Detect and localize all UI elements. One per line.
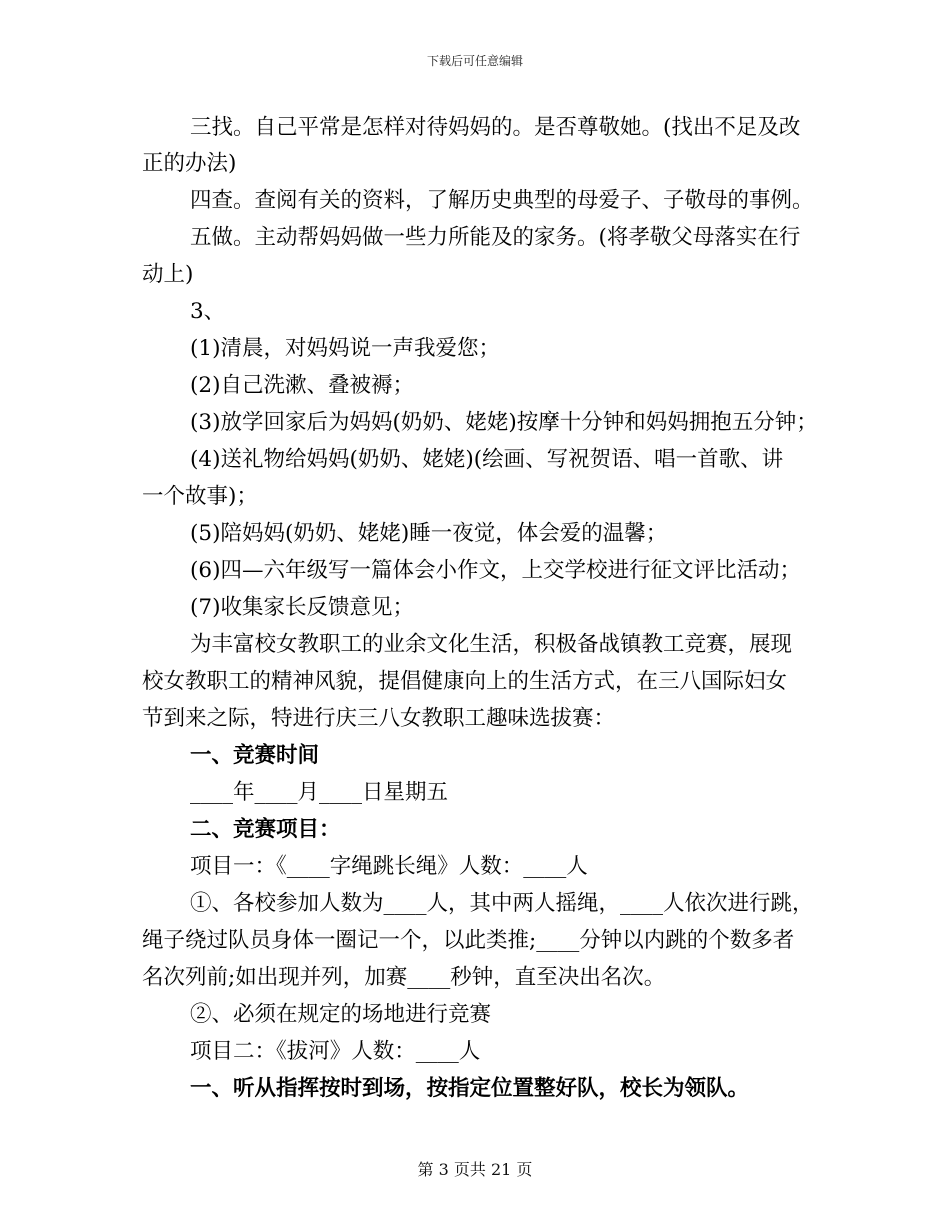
text-line: 项目二：《拔河》人数：____人 — [190, 1039, 481, 1064]
list-item: (3)放学回家后为妈妈(奶奶、姥姥)按摩十分钟和妈妈拥抱五分钟； — [190, 410, 818, 435]
text-line: ①、各校参加人数为____人，其中两人摇绳，____人依次进行跳， — [190, 891, 814, 916]
text-line: 五做。主动帮妈妈做一些力所能及的家务。(将孝敬父母落实在行 — [190, 225, 801, 250]
list-item: (7)收集家长反馈意见； — [190, 595, 414, 620]
page-footer: 第 3 页共 21 页 — [417, 1160, 533, 1179]
text-line: 正的办法) — [142, 151, 237, 176]
text-line: 绳子绕过队员身体一圈记一个，以此类推;____分钟以内跳的个数多者 — [142, 928, 795, 953]
text-line: 为丰富校女教职工的业余文化生活，积极备战镇教工竞赛，展现 — [190, 632, 793, 657]
list-item: (1)清晨，对妈妈说一声我爱您； — [190, 336, 500, 361]
text-line: ②、必须在规定的场地进行竞赛 — [190, 1002, 492, 1027]
list-item: (6)四—六年级写一篇体会小作文，上交学校进行征文评比活动； — [190, 558, 801, 583]
text-line: 三找。自己平常是怎样对待妈妈的。是否尊敬她。(找出不足及改 — [190, 115, 801, 140]
text-line: 节到来之际，特进行庆三八女教职工趣味选拔赛： — [142, 706, 616, 731]
text-line: 四查。查阅有关的资料，了解历史典型的母爱子、子敬母的事例。 — [190, 188, 814, 213]
section-heading: 二、竞赛项目： — [190, 817, 341, 842]
text-line: 项目一：《____字绳跳长绳》人数：____人 — [190, 854, 588, 879]
section-heading: 一、听从指挥按时到场，按指定位置整好队，校长为领队。 — [190, 1076, 750, 1101]
page-header: 下载后可任意编辑 — [426, 54, 523, 68]
section-heading: 一、竞赛时间 — [190, 743, 320, 768]
text-line: 校女教职工的精神风貌，提倡健康向上的生活方式，在三八国际妇女 — [142, 669, 788, 694]
list-item: (2)自己洗漱、叠被褥； — [190, 373, 414, 398]
text-line: 动上) — [142, 262, 194, 287]
text-line: 3、 — [190, 299, 226, 324]
text-line: ____年____月____日星期五 — [190, 780, 449, 805]
text-line: 名次列前;如出现并列，加赛____秒钟，直至决出名次。 — [142, 965, 666, 990]
list-item: (4)送礼物给妈妈(奶奶、姥姥)(绘画、写祝贺语、唱一首歌、讲 — [190, 447, 784, 472]
list-item: 一个故事)； — [142, 484, 258, 509]
list-item: (5)陪妈妈(奶奶、姥姥)睡一夜觉，体会爱的温馨； — [190, 521, 668, 546]
